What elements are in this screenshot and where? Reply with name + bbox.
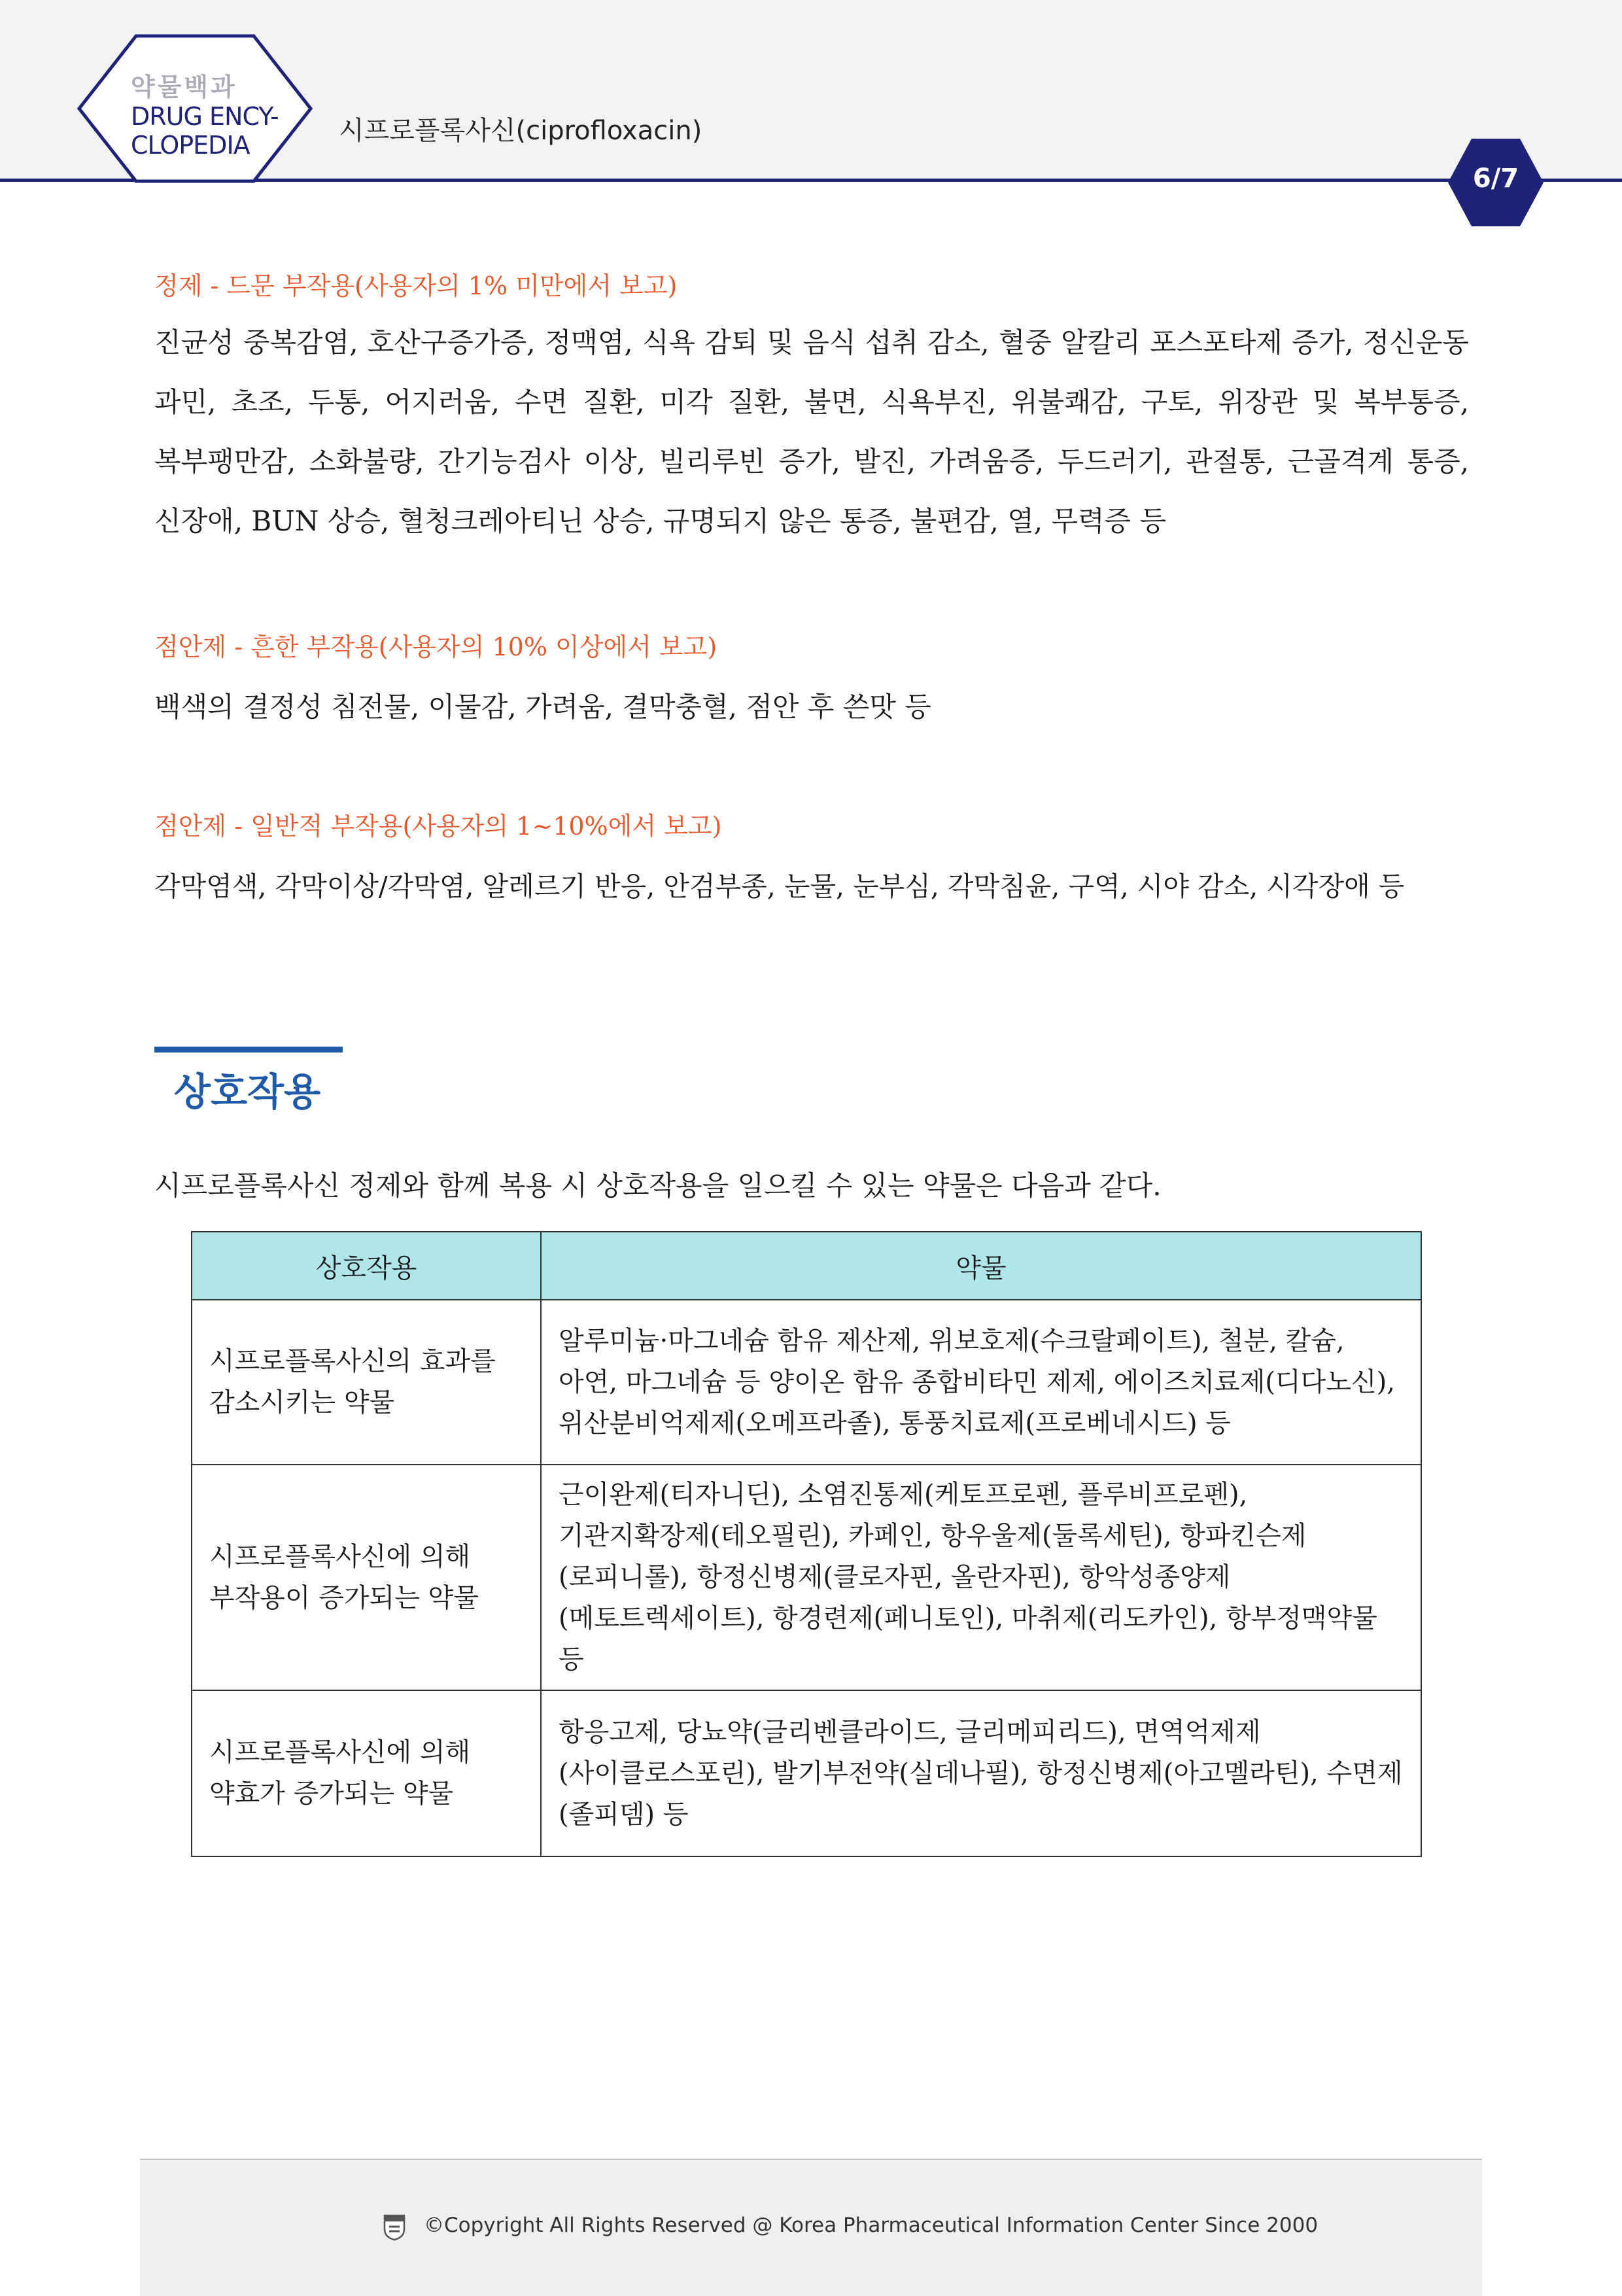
side-effect-text: 진균성 중복감염, 호산구증가증, 정맥염, 식욕 감퇴 및 음식 섭취 감소, 혈중 알칼리 포스포타제 증가, 정신운동 과민, 초조, 두통, 어지러움, 수면 질환, 미각 질환, 불면, 식욕부진, 위불쾌감, 구토, 위장관 및 복부통증, 복부팽만감, 소화불량, 간기능검사 이상, 빌리루빈 증가, 발진, 가려움증, 두드러기, 관절통, 근골격계 통증, 신장애, BUN 상승, 혈청크레아티닌 상승, 규명되지 않은 통증, 불편감, 열, 무력증 등 [154, 326, 1469, 537]
logo-korean: 약물백과 [131, 73, 237, 101]
document-title: 시프로플록사신(ciprofloxacin) [339, 116, 702, 146]
section-title-bar [154, 1047, 343, 1052]
interaction-table [191, 1231, 1422, 1857]
page-indicator: 6/7 [1472, 164, 1519, 194]
side-effect-heading: 점안제 - 흔한 부작용(사용자의 10% 이상에서 보고) [154, 633, 717, 661]
interaction-type-cell: 시프로플록사신에 의해 약효가 증가되는 약물 [192, 1690, 541, 1856]
table-row [192, 1690, 1421, 1856]
side-effect-heading: 점안제 - 일반적 부작용(사용자의 1~10%에서 보고) [154, 812, 722, 841]
section-intro: 시프로플록사신 정제와 함께 복용 시 상호작용을 일으킬 수 있는 약물은 다음과 같다. [154, 1170, 1162, 1202]
column-header-drugs: 약물 [541, 1232, 1421, 1300]
table-row [192, 1465, 1421, 1690]
interaction-type-cell: 시프로플록사신의 효과를 감소시키는 약물 [192, 1300, 541, 1465]
side-effect-text: 백색의 결정성 침전물, 이물감, 가려움, 결막충혈, 점안 후 쓴맛 등 [154, 691, 931, 723]
logo-english: DRUG ENCY- CLOPEDIA [131, 102, 279, 160]
logo [131, 72, 301, 160]
drug-list-cell: 알루미늄·마그네슘 함유 제산제, 위보호제(수크랄페이트), 철분, 칼슘, 아연, 마그네슘 등 양이온 함유 종합비타민 제제, 에이즈치료제(디다노신), 위산분비억제제(오메프라졸), 통풍치료제(프로베네시드) 등 [541, 1300, 1421, 1465]
section-title: 상호작용 [174, 1070, 321, 1114]
drug-list-cell: 근이완제(티자니딘), 소염진통제(케토프로펜, 플루비프로펜), 기관지확장제(테오필린), 카페인, 항우울제(둘록세틴), 항파킨슨제(로피니롤), 항정신병제(클로자핀, 올란자핀), 항악성종양제(메토트렉세이트), 항경련제(페니토인), 마취제(리도카인), 항부정맥약물 등 [541, 1465, 1421, 1690]
interaction-type-cell: 시프로플록사신에 의해 부작용이 증가되는 약물 [192, 1465, 541, 1690]
copyright-notice: ©Copyright All Rights Reserved @ Korea Pharmaceutical Information Center Since 2000 [424, 2214, 1319, 2237]
column-header-interaction: 상호작용 [192, 1232, 541, 1300]
drug-list-cell: 항응고제, 당뇨약(글리벤클라이드, 글리메피리드), 면역억제제(사이클로스포린), 발기부전약(실데나필), 항정신병제(아고멜라틴), 수면제(졸피뎀) 등 [541, 1690, 1421, 1856]
table-row [192, 1300, 1421, 1465]
table-header-row [192, 1232, 1421, 1300]
side-effect-text: 각막염색, 각막이상/각막염, 알레르기 반응, 안검부종, 눈물, 눈부심, 각막침윤, 구역, 시야 감소, 시각장애 등 [154, 871, 1405, 902]
side-effect-heading: 정제 - 드문 부작용(사용자의 1% 미만에서 보고) [154, 271, 678, 300]
shield-icon [383, 2214, 406, 2241]
